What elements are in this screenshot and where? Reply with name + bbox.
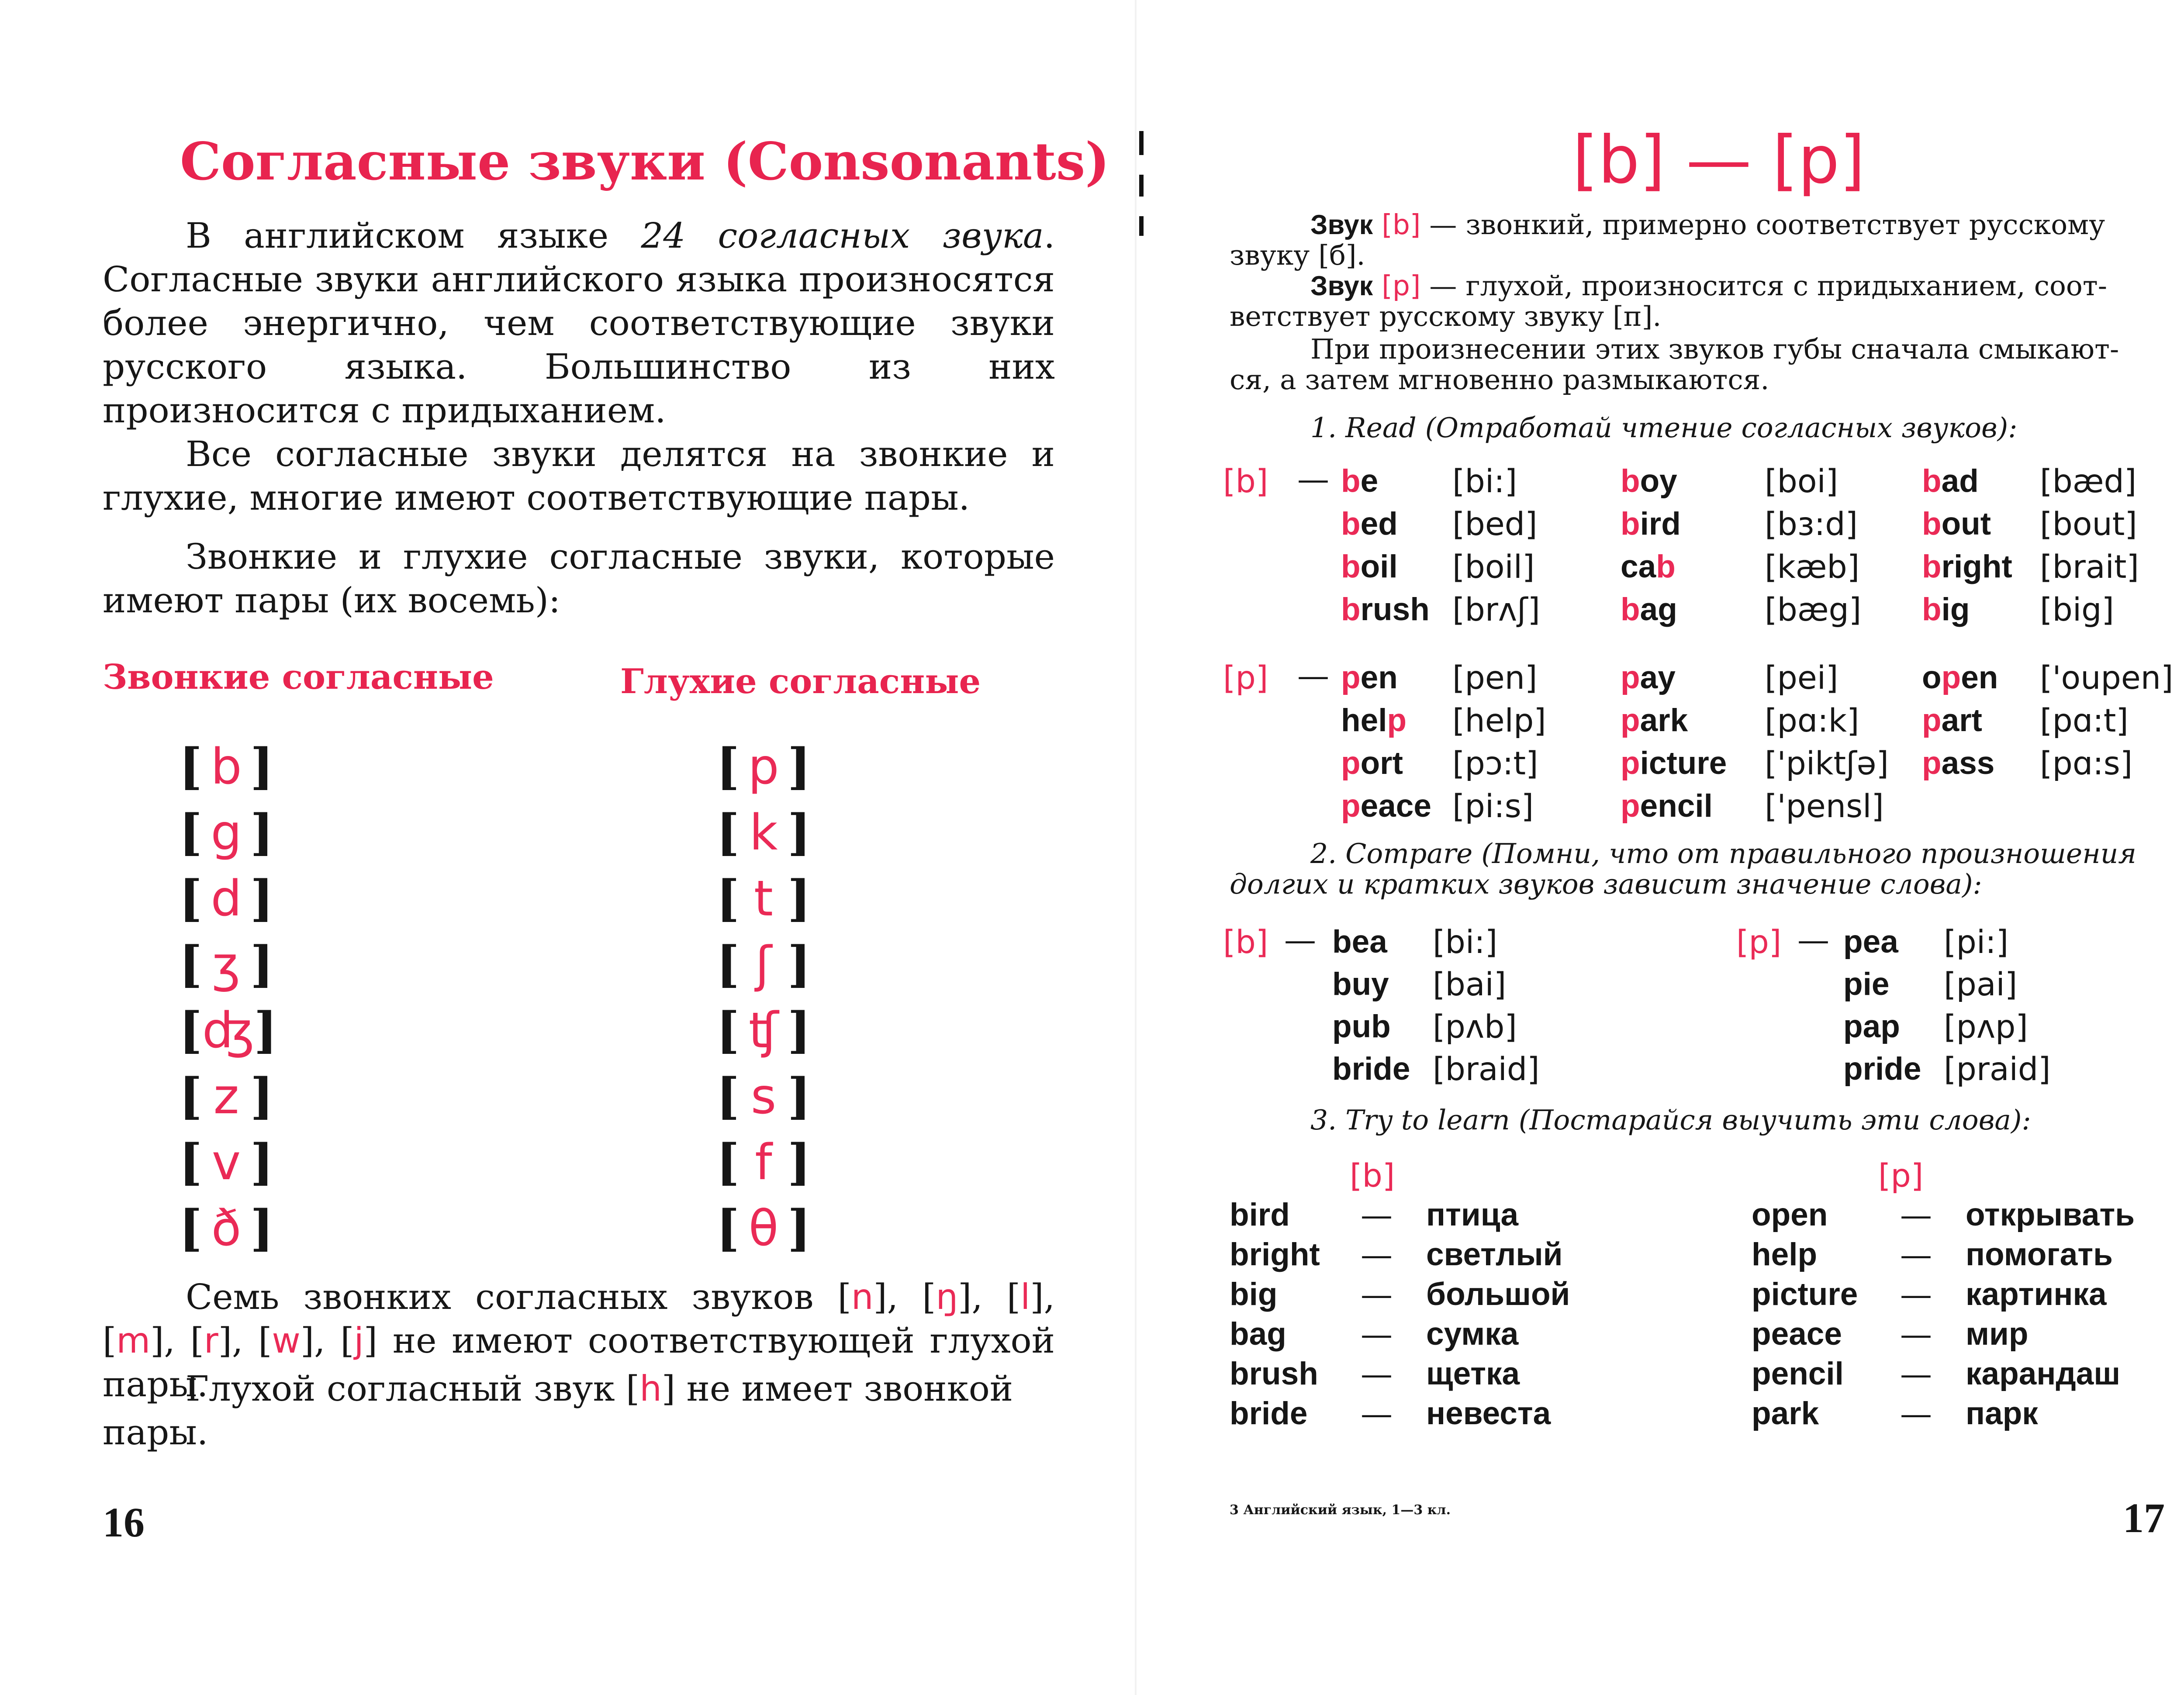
compare-transcription: [braid] (1433, 1051, 1540, 1088)
sound-j: j (354, 1320, 364, 1361)
dash: — (1361, 1276, 1393, 1313)
learn-translation: мир (1966, 1316, 2028, 1352)
phoneme-row: [ ʧ ] (716, 1002, 811, 1059)
word-highlight: b (1656, 549, 1676, 584)
learn-word: help (1752, 1237, 1818, 1272)
transcription: [pen] (1452, 659, 1538, 697)
transcription: [pɑ:s] (2040, 745, 2133, 782)
right-page (1136, 0, 2184, 1695)
zvuk-label: Звук (1310, 210, 1373, 240)
transcription: [boil] (1452, 549, 1535, 586)
b-label: [b] (1223, 463, 1268, 500)
intro-p1-rest: . Согласные звуки английского языка произносятся более энергично, чем соответствующие звуки русского языка. Большинство из них произносится с придыханием. (103, 215, 1055, 431)
learn-translation: карандаш (1966, 1356, 2121, 1391)
word-prefix: ca (1621, 549, 1656, 584)
word-item (1922, 591, 1970, 628)
word-rest: ag (1640, 592, 1677, 627)
word-highlight: p (1621, 660, 1640, 695)
learn-translation: сумка (1426, 1316, 1519, 1352)
p-sound: [p] (1382, 270, 1421, 302)
phoneme-symbol: ʧ (748, 1002, 779, 1059)
intro-paragraph-3 (103, 535, 1055, 622)
page-number-left: 16 (103, 1499, 145, 1546)
word-prefix: hel (1341, 703, 1387, 738)
exercise-2-heading (1310, 839, 2136, 869)
learn-p-label: [p] (1878, 1157, 1924, 1194)
word-highlight: p (1941, 660, 1961, 695)
phoneme-symbol: d (211, 870, 242, 927)
phoneme-symbol: f (755, 1134, 772, 1191)
dash: — (1361, 1356, 1393, 1393)
phoneme-symbol: θ (748, 1200, 779, 1257)
compare-transcription: [bi:] (1433, 924, 1498, 961)
dash: — (1900, 1395, 1932, 1433)
transcription: [pei] (1765, 659, 1838, 697)
compare-transcription: [pi:] (1944, 924, 2009, 961)
word-highlight: b (1621, 463, 1640, 499)
word-highlight: b (1922, 506, 1942, 542)
learn-word: bird (1230, 1197, 1290, 1232)
phoneme-row: [ s ] (716, 1068, 811, 1125)
phoneme-symbol: s (750, 1068, 777, 1125)
word-highlight: p (1621, 746, 1640, 781)
word-item (1922, 745, 1994, 781)
compare-word: bride (1332, 1051, 1410, 1087)
dash: — (1900, 1356, 1932, 1393)
phoneme-row: [ p ] (716, 738, 811, 795)
word-highlight: p (1922, 703, 1942, 738)
transcription: [boi] (1765, 463, 1838, 500)
ex2-ru-1: (Помни, что от правильного произношения (1472, 838, 2136, 870)
ex1-ru: (Отработай чтение согласных звуков): (1416, 412, 2018, 444)
sound-l: l (1020, 1277, 1030, 1317)
page-title: [b] — [p] (1572, 122, 1865, 198)
word-rest: e (1360, 463, 1379, 499)
word-highlight: b (1341, 506, 1361, 542)
learn-b-label: [b] (1350, 1157, 1395, 1194)
phoneme-row: [ d ] (179, 870, 273, 927)
dash: — (1297, 657, 1329, 694)
phoneme-row: [ ʃ ] (716, 936, 811, 993)
transcription: [bæg] (1765, 591, 1862, 628)
sound-r: r (204, 1320, 218, 1361)
word-item (1341, 659, 1398, 696)
dash: — (1361, 1236, 1393, 1274)
dash: — (1900, 1276, 1932, 1313)
word-item (1621, 788, 1713, 824)
transcription: ['pensl] (1765, 788, 1884, 825)
word-highlight: p (1922, 746, 1942, 781)
sound-ng: ŋ (936, 1277, 958, 1317)
word-rest: en (1961, 660, 1998, 695)
word-item (1341, 788, 1431, 824)
learn-translation: открывать (1966, 1197, 2135, 1232)
compare-word: pap (1843, 1009, 1900, 1044)
phoneme-symbol: ʃ (755, 936, 772, 993)
phoneme-row: [ ð ] (179, 1200, 273, 1257)
voiced-header: Звонкие согласные (103, 657, 494, 697)
phoneme-symbol: t (754, 870, 773, 927)
word-highlight: b (1922, 549, 1942, 584)
compare-word: buy (1332, 967, 1389, 1002)
dash: — (1797, 922, 1829, 959)
desc-b-text: — звонкий, примерно соответствует русскому (1420, 209, 2105, 241)
compare-transcription: [pʌp] (1944, 1008, 2028, 1046)
compare-transcription: [pʌb] (1433, 1008, 1517, 1046)
transcription: [kæb] (1765, 549, 1860, 586)
voiceless-header: Глухие согласные (620, 662, 981, 701)
word-item (1621, 506, 1681, 542)
phoneme-symbol: ʒ (212, 936, 241, 993)
word-rest: art (1941, 703, 1982, 738)
word-rest: out (1941, 506, 1991, 542)
phoneme-row: [ v ] (179, 1134, 273, 1191)
compare-transcription: [praid] (1944, 1051, 2051, 1088)
word-item (1621, 702, 1688, 739)
intro-p2-text: Все согласные звуки делятся на звонкие и глухие, многие имеют соответствующие пары. (103, 434, 1055, 518)
word-item (1341, 702, 1406, 739)
desc-lips-line-1: При произнесении этих звуков губы сначала смыкают- (1310, 333, 2119, 365)
bottom-text-3: Глухой согласный звук [ (186, 1368, 640, 1409)
compare-p-label: [p] (1736, 924, 1782, 961)
learn-translation: невеста (1426, 1396, 1551, 1431)
transcription: [pɑ:t] (2040, 702, 2129, 739)
phoneme-row: [ t ] (716, 870, 811, 927)
word-rest: eace (1360, 788, 1431, 824)
word-highlight: b (1621, 506, 1640, 542)
learn-translation: птица (1426, 1197, 1519, 1232)
transcription: [help] (1452, 702, 1546, 739)
word-highlight: b (1341, 463, 1361, 499)
transcription: ['piktʃə] (1765, 745, 1889, 782)
learn-translation: светлый (1426, 1237, 1563, 1272)
desc-lips-line-2: ся, а затем мгновенно размыкаются. (1230, 364, 1769, 396)
compare-word: pride (1843, 1051, 1921, 1087)
dash: — (1284, 922, 1316, 959)
learn-word: open (1752, 1197, 1828, 1232)
compare-word: pie (1843, 967, 1890, 1002)
word-rest: en (1360, 660, 1398, 695)
dash: — (1297, 461, 1329, 498)
bottom-text-4: ] не имеет звонкой (661, 1368, 1013, 1409)
word-item (1621, 549, 1676, 585)
word-rest: ort (1360, 746, 1403, 781)
page-title: Согласные звуки (Consonants) (180, 131, 1110, 192)
learn-translation: помогать (1966, 1237, 2113, 1272)
phoneme-symbol: z (213, 1068, 239, 1125)
desc-p-line-2: ветствует русскому звуку [п]. (1230, 300, 1662, 332)
word-highlight: b (1621, 592, 1640, 627)
phoneme-symbol: ð (211, 1200, 242, 1257)
exercise-3-heading (1310, 1105, 2031, 1136)
word-item (1621, 591, 1677, 628)
phoneme-symbol: ʤ (202, 1002, 254, 1059)
word-rest: rush (1360, 592, 1430, 627)
sound-m: m (116, 1320, 151, 1361)
bottom-paragraph: Семь звонких согласных звуков [n], [ŋ], [l], [m], [r], [w], [j] не имеют соответствующей глухой пары. (103, 1277, 1055, 1405)
learn-translation: парк (1966, 1396, 2038, 1431)
word-rest: right (1941, 549, 2012, 584)
word-rest: icture (1640, 746, 1727, 781)
footer-note: 3 Английский язык, 1—3 кл. (1230, 1502, 1451, 1518)
word-item (1621, 745, 1727, 781)
dash: — (1900, 1236, 1932, 1274)
phoneme-row: [ k ] (716, 804, 811, 861)
desc-p-line-1 (1310, 271, 2107, 301)
intro-paragraph-2 (103, 432, 1055, 520)
phoneme-symbol: p (748, 739, 779, 795)
dash: — (1361, 1395, 1393, 1433)
transcription: ['oupen] (2040, 659, 2174, 697)
ex2-en: 2. Compare (1310, 838, 1473, 870)
learn-word: brush (1230, 1356, 1318, 1391)
learn-word: pencil (1752, 1356, 1844, 1391)
compare-transcription: [bai] (1433, 966, 1507, 1003)
learn-word: picture (1752, 1277, 1858, 1312)
phoneme-symbol: g (211, 804, 242, 861)
word-item (1341, 549, 1398, 585)
compare-transcription: [pai] (1944, 966, 2018, 1003)
transcription: [big] (2040, 591, 2114, 628)
learn-word: bride (1230, 1396, 1308, 1431)
word-prefix: o (1922, 660, 1942, 695)
word-highlight: p (1341, 660, 1361, 695)
ex3-ru: (Постарайся выучить эти слова): (1510, 1104, 2031, 1136)
intro-p1-italic: 24 согласных звука (641, 215, 1044, 256)
learn-word: bag (1230, 1316, 1286, 1352)
word-item (1922, 702, 1982, 739)
word-item (1341, 463, 1378, 499)
word-rest: ed (1360, 506, 1398, 542)
word-highlight: b (1922, 592, 1942, 627)
word-rest: ay (1640, 660, 1676, 695)
dash: — (1900, 1316, 1932, 1353)
exercise-2-heading-2: долгих и кратких звуков зависит значение слова): (1230, 868, 1982, 900)
dash: — (1361, 1316, 1393, 1353)
scan-mark (1139, 131, 1144, 155)
desc-p-text: — глухой, произносится с придыханием, соот- (1420, 270, 2107, 302)
sound-n: n (851, 1277, 874, 1317)
compare-word: pub (1332, 1009, 1391, 1044)
desc-b-line-1 (1310, 210, 2105, 240)
word-highlight: b (1922, 463, 1942, 499)
bottom-paragraph-h (103, 1367, 1055, 1454)
transcription: [bæd] (2040, 463, 2137, 500)
b-sound: [b] (1382, 209, 1421, 241)
learn-word: big (1230, 1277, 1278, 1312)
scan-mark (1139, 216, 1144, 236)
word-item (1922, 463, 1979, 499)
phoneme-row: [ z ] (179, 1068, 273, 1125)
phoneme-row: [ b ] (179, 738, 273, 795)
dash: — (1361, 1197, 1393, 1234)
word-highlight: p (1621, 788, 1640, 824)
phoneme-row: [ ʒ ] (179, 936, 273, 993)
word-item (1621, 463, 1677, 499)
learn-translation: щетка (1426, 1356, 1520, 1391)
word-item (1621, 659, 1676, 696)
word-highlight: p (1621, 703, 1640, 738)
word-rest: ird (1640, 506, 1681, 542)
transcription: [brait] (2040, 549, 2139, 586)
transcription: [bɜ:d] (1765, 506, 1858, 543)
compare-word: bea (1332, 924, 1387, 960)
learn-word: park (1752, 1396, 1819, 1431)
transcription: [pi:s] (1452, 788, 1534, 825)
word-item (1341, 506, 1398, 542)
word-rest: encil (1640, 788, 1713, 824)
intro-p1-text: В английском языке (186, 215, 641, 256)
page-number-right: 17 (2123, 1495, 2165, 1541)
phoneme-symbol: v (211, 1134, 241, 1191)
intro-paragraph-1 (103, 214, 1055, 432)
word-rest: ig (1941, 592, 1970, 627)
phoneme-row: [ g ] (179, 804, 273, 861)
zvuk-label: Звук (1310, 271, 1373, 301)
word-highlight: p (1341, 746, 1361, 781)
word-item (1341, 745, 1403, 781)
bottom-text-5: пары. (103, 1412, 208, 1453)
word-item (1922, 549, 2012, 585)
intro-p3-text: Звонкие и глухие согласные звуки, которые имеют пары (их восемь): (103, 536, 1055, 621)
word-highlight: b (1341, 592, 1361, 627)
word-rest: oy (1640, 463, 1677, 499)
learn-translation: большой (1426, 1277, 1570, 1312)
compare-word: pea (1843, 924, 1898, 960)
transcription: [bi:] (1452, 463, 1517, 500)
phoneme-row: [ʤ] (179, 1002, 277, 1059)
word-rest: ark (1640, 703, 1688, 738)
learn-word: bright (1230, 1237, 1320, 1272)
learn-translation: картинка (1966, 1277, 2107, 1312)
word-highlight: b (1341, 549, 1361, 584)
word-item (1922, 659, 1998, 696)
phoneme-symbol: b (211, 739, 242, 795)
dash: — (1900, 1197, 1932, 1234)
phoneme-row: [ f ] (716, 1134, 811, 1191)
bottom-text-2: ] не имеют соответствующей глухой пары. (103, 1320, 1055, 1405)
phoneme-symbol: k (749, 804, 778, 861)
word-rest: ass (1941, 746, 1995, 781)
learn-word: peace (1752, 1316, 1842, 1352)
bottom-text-1: Семь звонких согласных звуков [ (186, 1277, 851, 1317)
exercise-1-heading (1310, 413, 2017, 443)
ex3-en: 3. Try to learn (1310, 1104, 1510, 1136)
transcription: [pɔ:t] (1452, 745, 1538, 782)
p-label: [p] (1223, 659, 1268, 697)
phoneme-row: [ θ ] (716, 1200, 811, 1257)
word-rest: ad (1941, 463, 1979, 499)
sound-h: h (639, 1368, 662, 1409)
ex1-en: 1. Read (1310, 412, 1417, 444)
transcription: [brʌʃ] (1452, 591, 1541, 628)
transcription: [bout] (2040, 506, 2137, 543)
transcription: [bed] (1452, 506, 1538, 543)
sound-w: w (272, 1320, 301, 1361)
compare-b-label: [b] (1223, 924, 1268, 961)
word-highlight: p (1387, 703, 1407, 738)
scan-mark (1139, 175, 1144, 197)
desc-b-line-2: звуку [б]. (1230, 239, 1365, 271)
transcription: [pɑ:k] (1765, 702, 1859, 739)
word-item (1922, 506, 1991, 542)
word-highlight: p (1341, 788, 1361, 824)
word-item (1341, 591, 1430, 628)
word-rest: oil (1360, 549, 1398, 584)
